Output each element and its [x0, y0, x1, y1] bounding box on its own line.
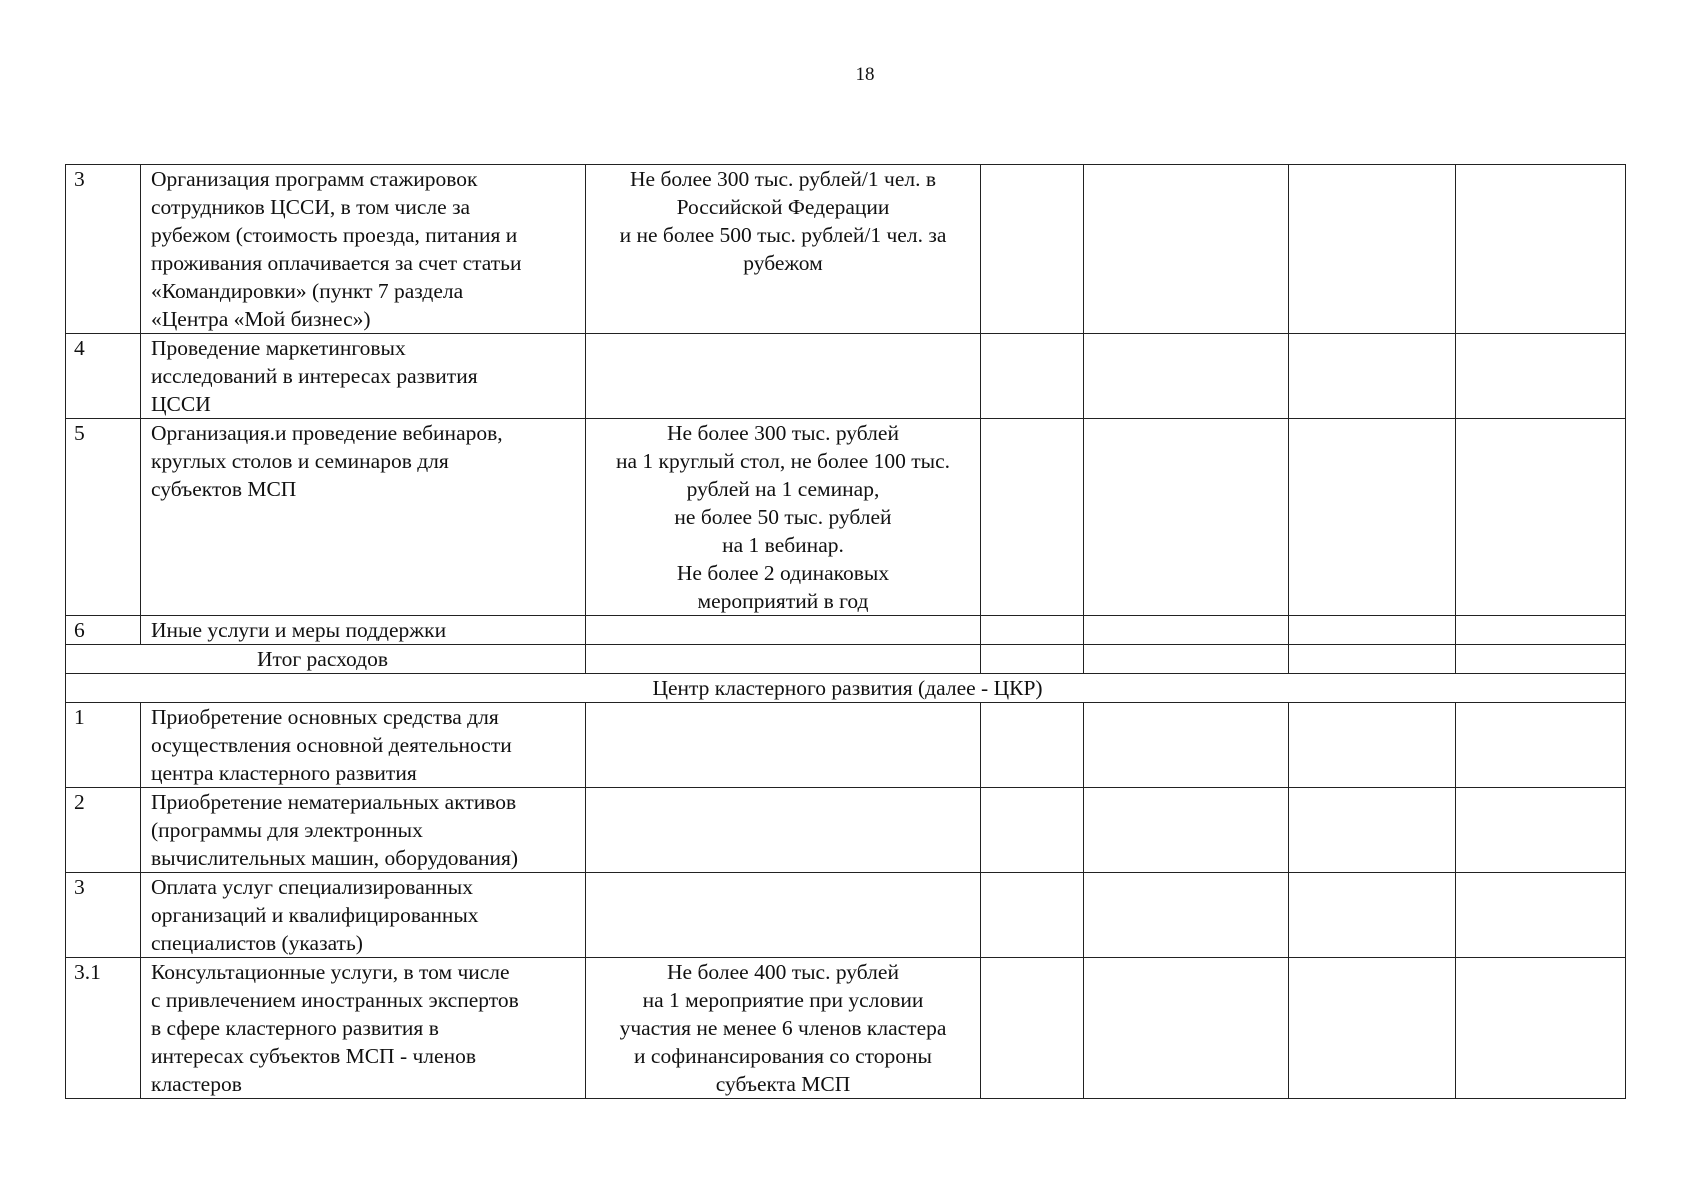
table-row	[66, 334, 1626, 419]
empty-cell	[1289, 165, 1456, 334]
row-number: 3	[66, 165, 141, 334]
row-description: Проведение маркетинговых исследований в интересах развития ЦССИ	[141, 334, 586, 419]
empty-cell	[1456, 334, 1626, 419]
row-number: 3	[66, 873, 141, 958]
empty-cell	[1084, 334, 1289, 419]
total-row	[66, 645, 1626, 674]
row-number: 3.1	[66, 958, 141, 1099]
expense-table	[65, 164, 1626, 1099]
row-description: Приобретение основных средства для осуществления основной деятельности центра кластерного развития	[141, 703, 586, 788]
table-row	[66, 165, 1626, 334]
empty-cell	[1456, 419, 1626, 616]
empty-cell	[981, 873, 1084, 958]
empty-cell	[981, 788, 1084, 873]
row-description: Оплата услуг специализированных организаций и квалифицированных специалистов (указать)	[141, 873, 586, 958]
empty-cell	[1456, 165, 1626, 334]
row-number: 5	[66, 419, 141, 616]
empty-cell	[1456, 616, 1626, 645]
row-norm: Не более 300 тыс. рублей на 1 круглый стол, не более 100 тыс. рублей на 1 семинар, не более 50 тыс. рублей на 1 вебинар. Не более 2 одинаковых мероприятий в год	[586, 419, 981, 616]
empty-cell	[981, 703, 1084, 788]
empty-cell	[1289, 419, 1456, 616]
empty-cell	[1289, 334, 1456, 419]
row-norm: Не более 300 тыс. рублей/1 чел. в Российской Федерации и не более 500 тыс. рублей/1 чел. за рубежом	[586, 165, 981, 334]
empty-cell	[1289, 616, 1456, 645]
empty-cell	[1456, 958, 1626, 1099]
empty-cell	[1084, 616, 1289, 645]
row-description: Приобретение нематериальных активов (программы для электронных вычислительных машин, оборудования)	[141, 788, 586, 873]
row-number: 4	[66, 334, 141, 419]
empty-cell	[1289, 873, 1456, 958]
row-norm	[586, 873, 981, 958]
empty-cell	[1456, 645, 1626, 674]
row-norm	[586, 788, 981, 873]
row-description: Консультационные услуги, в том числе с привлечением иностранных экспертов в сфере кластерного развития в интересах субъектов МСП - членов кластеров	[141, 958, 586, 1099]
empty-cell	[1289, 958, 1456, 1099]
empty-cell	[1084, 873, 1289, 958]
empty-cell	[1456, 703, 1626, 788]
row-norm	[586, 703, 981, 788]
row-number: 1	[66, 703, 141, 788]
empty-cell	[1289, 703, 1456, 788]
row-norm	[586, 334, 981, 419]
empty-cell	[981, 334, 1084, 419]
empty-cell	[981, 645, 1084, 674]
empty-cell	[981, 419, 1084, 616]
empty-cell	[1456, 873, 1626, 958]
row-norm: Не более 400 тыс. рублей на 1 мероприятие при условии участия не менее 6 членов кластера и софинансирования со стороны субъекта МСП	[586, 958, 981, 1099]
empty-cell	[1084, 645, 1289, 674]
table-row	[66, 419, 1626, 616]
empty-cell	[981, 165, 1084, 334]
row-number: 2	[66, 788, 141, 873]
empty-cell	[1084, 788, 1289, 873]
empty-cell	[586, 645, 981, 674]
row-description: Организация программ стажировок сотрудников ЦССИ, в том числе за рубежом (стоимость проезда, питания и проживания оплачивается за счет статьи «Командировки» (пункт 7 раздела «Центра «Мой бизнес»)	[141, 165, 586, 334]
page-number: 18	[855, 64, 875, 85]
empty-cell	[1084, 958, 1289, 1099]
table-row	[66, 958, 1626, 1099]
row-description: Организация.и проведение вебинаров, круглых столов и семинаров для субъектов МСП	[141, 419, 586, 616]
table-row	[66, 616, 1626, 645]
empty-cell	[1289, 788, 1456, 873]
empty-cell	[1456, 788, 1626, 873]
section-header: Центр кластерного развития (далее - ЦКР)	[66, 674, 1626, 703]
empty-cell	[1084, 703, 1289, 788]
row-description: Иные услуги и меры поддержки	[141, 616, 586, 645]
table-row	[66, 788, 1626, 873]
section-header-row	[66, 674, 1626, 703]
total-label: Итог расходов	[66, 645, 586, 674]
empty-cell	[1084, 165, 1289, 334]
table-row	[66, 703, 1626, 788]
row-norm	[586, 616, 981, 645]
empty-cell	[981, 958, 1084, 1099]
row-number: 6	[66, 616, 141, 645]
empty-cell	[981, 616, 1084, 645]
empty-cell	[1084, 419, 1289, 616]
table-row	[66, 873, 1626, 958]
empty-cell	[1289, 645, 1456, 674]
